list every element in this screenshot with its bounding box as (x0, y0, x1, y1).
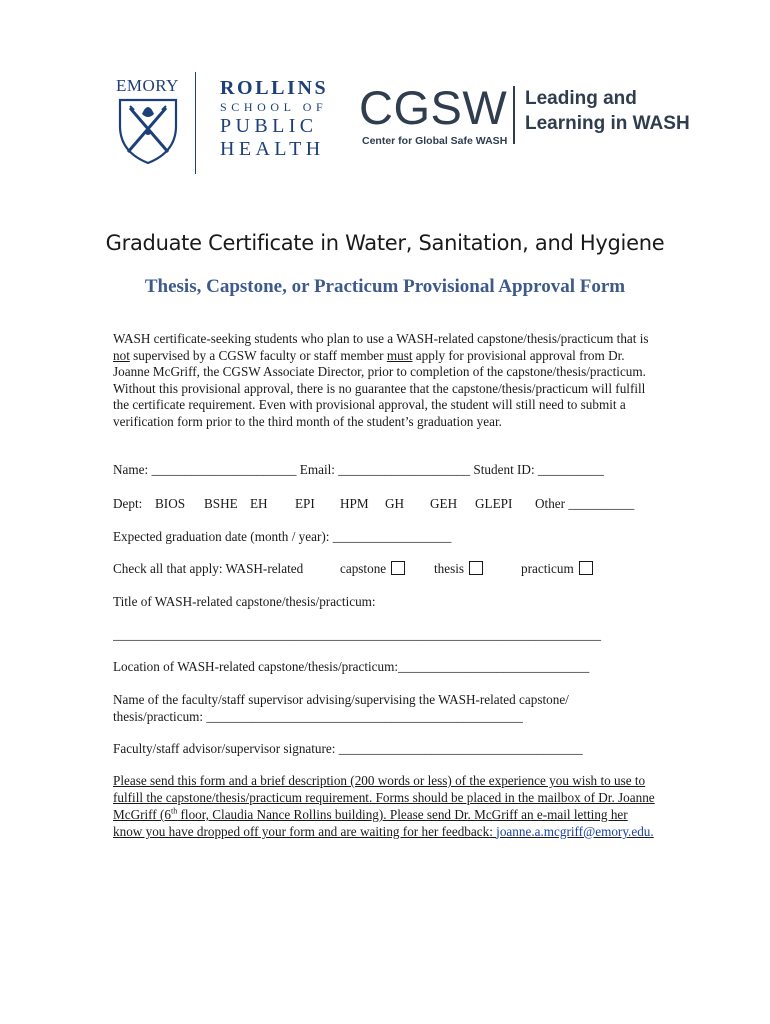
closing-instructions (113, 772, 658, 840)
rollins-logo (220, 78, 328, 159)
closing-superscript: th (171, 806, 178, 816)
rollins-line-3: PUBLIC (220, 115, 318, 137)
project-title-input[interactable]: __________________________________________________________________________ (113, 627, 601, 642)
cgsw-divider (513, 86, 515, 144)
rollins-line-2: SCHOOL OF (220, 100, 328, 114)
supervisor-field[interactable]: thesis/practicum: ________________________________________________ (113, 709, 523, 724)
intro-text-3: apply for provisional approval from Dr. Joanne McGriff, the CGSW Associate Director, prior to completion of the capstone/thesis/practicum. Without this provisional approval, there is no guarantee that the capstone/thesis/practicum will fulfill the certificate requirement. Even with provisional approval, the student will still need to submit a verification form prior to the third month of the student’s graduation year. (113, 347, 646, 429)
closing-text-2: floor, Claudia Nance Rollins building). Please send Dr. McGriff an e-mail letting her know you have dropped off your form and are waiting for her feedback: (113, 807, 628, 839)
dept-option-epi[interactable]: EPI (295, 496, 315, 511)
dept-option-geh[interactable]: GEH (430, 496, 458, 511)
intro-emphasis-not: not (113, 347, 130, 363)
dept-option-bshe[interactable]: BSHE (204, 496, 238, 511)
dept-option-eh[interactable]: EH (250, 496, 268, 511)
emory-shield-icon (116, 96, 180, 166)
tagline-line-1: Leading and (525, 88, 637, 109)
form-subtitle: Thesis, Capstone, or Practicum Provisional Approval Form (144, 276, 626, 297)
intro-emphasis-must: must (386, 347, 413, 363)
rollins-line-4: HEALTH (220, 138, 325, 160)
tagline-line-2: Learning in WASH (525, 113, 690, 134)
rollins-line-1: ROLLINS (220, 77, 329, 99)
checkbox-practicum[interactable] (521, 561, 593, 577)
intro-text-2: supervised by a CGSW faculty or staff member (129, 347, 387, 363)
thesis-label: thesis (434, 561, 465, 576)
emory-logo-text: EMORY (116, 76, 179, 95)
name-email-id-field[interactable]: Name: ______________________ Email: ____________________ Student ID: __________ (113, 462, 604, 477)
capstone-label: capstone (340, 561, 387, 576)
check-all-label: Check all that apply: WASH-related (113, 561, 304, 576)
location-field[interactable]: Location of WASH-related capstone/thesis/practicum:_____________________________ (113, 659, 590, 674)
cgsw-logo-subtitle: Center for Global Safe WASH (362, 135, 508, 147)
dept-option-glepi[interactable]: GLEPI (475, 496, 513, 511)
checkbox-capstone[interactable] (340, 561, 405, 577)
supervisor-label: Name of the faculty/staff supervisor advising/supervising the WASH-related capstone/ (113, 692, 569, 707)
dept-label: Dept: (113, 496, 143, 511)
dept-option-other[interactable]: Other __________ (535, 496, 635, 511)
cgsw-logo-text: CGSW (359, 81, 508, 134)
capstone-checkbox-icon[interactable] (391, 561, 405, 575)
thesis-checkbox-icon[interactable] (469, 561, 483, 575)
intro-paragraph (113, 331, 658, 431)
dept-option-hpm[interactable]: HPM (340, 496, 369, 511)
logo-divider (195, 72, 196, 174)
checkbox-thesis[interactable] (434, 561, 483, 577)
dept-option-gh[interactable]: GH (385, 496, 405, 511)
contact-email-link[interactable]: joanne.a.mcgriff@emory.edu. (496, 824, 654, 839)
signature-field[interactable]: Faculty/staff advisor/supervisor signature: _____________________________________ (113, 741, 583, 756)
page-title: Graduate Certificate in Water, Sanitation, and Hygiene (105, 231, 665, 255)
cgsw-tagline (525, 86, 690, 136)
practicum-checkbox-icon[interactable] (579, 561, 593, 575)
closing-text-1: Please send this form and a brief description (200 words or less) of the experience you wish to use to fulfill the capstone/thesis/practicum requirement. Forms should be placed in the mailbox of Dr. Joanne McGriff (6 (113, 773, 655, 822)
practicum-label: practicum (521, 561, 574, 576)
project-title-label: Title of WASH-related capstone/thesis/practicum: (113, 594, 376, 609)
intro-text-1: WASH certificate-seeking students who plan to use a WASH-related capstone/thesis/practicum that is (113, 331, 649, 346)
graduation-date-field[interactable]: Expected graduation date (month / year): __________________ (113, 529, 452, 544)
dept-option-bios[interactable]: BIOS (155, 496, 186, 511)
